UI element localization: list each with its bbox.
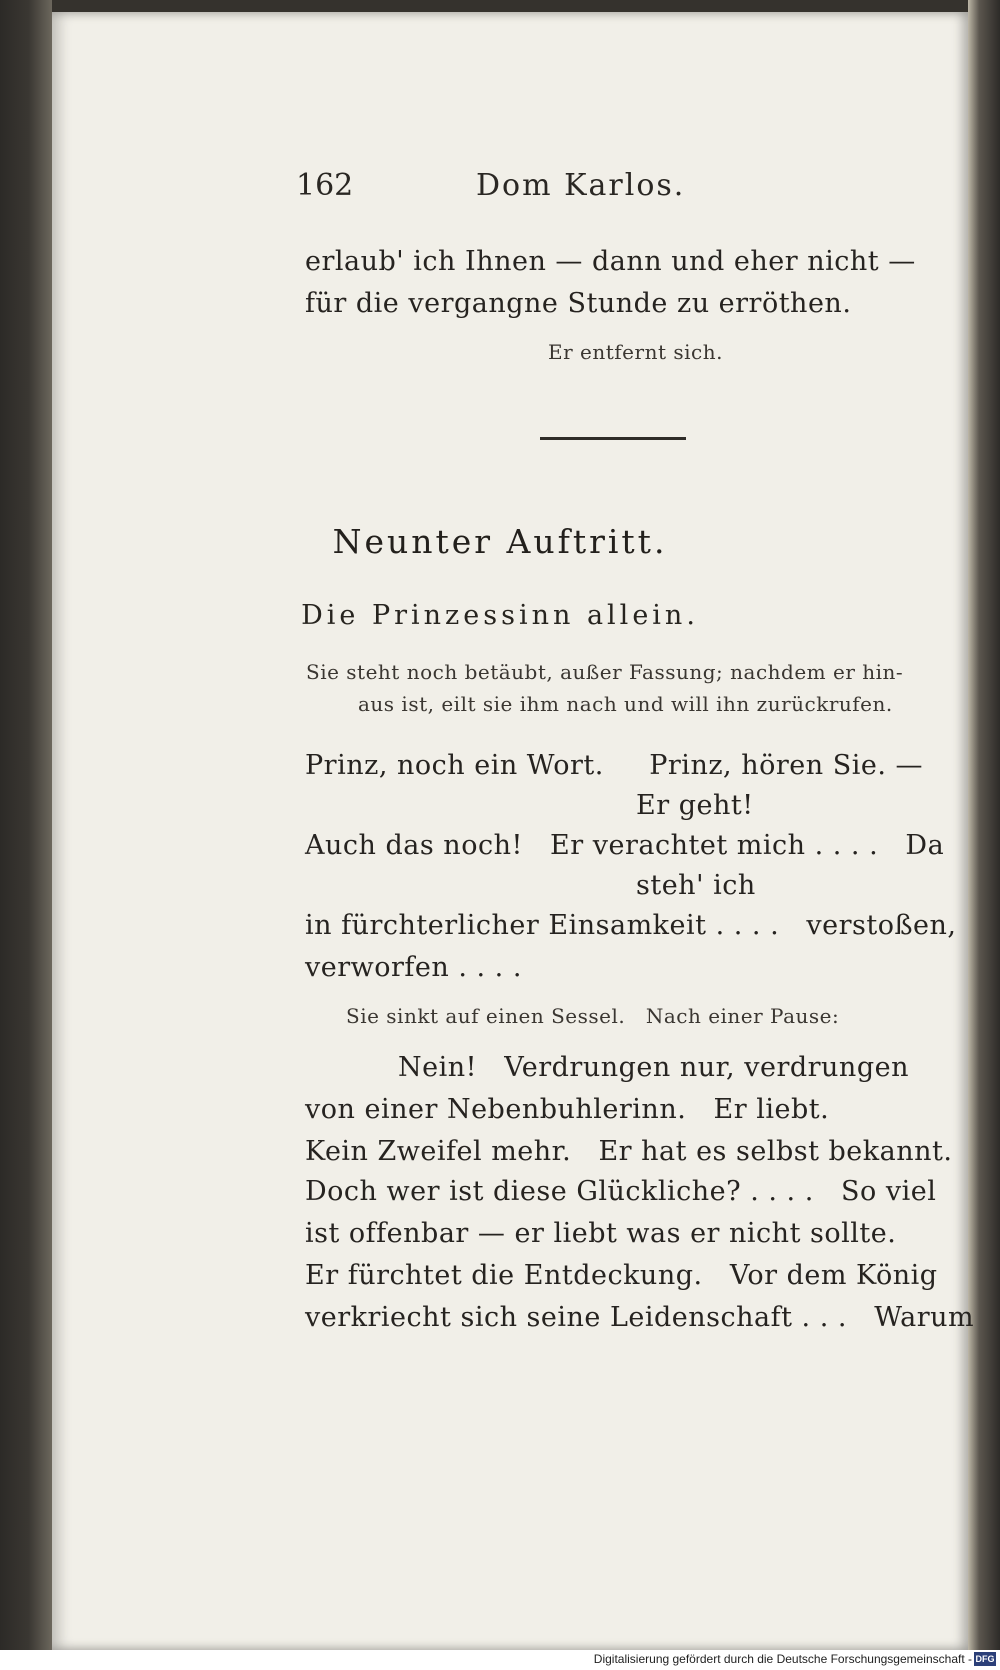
book-edge-right bbox=[968, 0, 1000, 1650]
verse-line: Kein Zweifel mehr. Er hat es selbst bekannt. bbox=[305, 1136, 953, 1167]
dfg-logo: DFG bbox=[975, 1654, 995, 1664]
verse-line: Doch wer ist diese Glückliche? . . . . So viel bbox=[305, 1176, 937, 1207]
verse-line: Auch das noch! Er verachtet mich . . . . Da bbox=[305, 830, 945, 861]
verse-line: von einer Nebenbuhlerinn. Er liebt. bbox=[305, 1094, 830, 1125]
scene-divider-rule bbox=[540, 437, 686, 440]
scan-top-edge bbox=[0, 0, 1000, 12]
stage-direction: Sie steht noch betäubt, außer Fassung; nachdem er hin- bbox=[306, 660, 904, 684]
verse-line: ist offenbar — er liebt was er nicht sollte. bbox=[305, 1218, 897, 1249]
page-number: 162 bbox=[296, 168, 354, 203]
scene-characters: Die Prinzessinn allein. bbox=[301, 600, 699, 631]
verse-line: in fürchterlicher Einsamkeit . . . . verstoßen, bbox=[305, 910, 957, 941]
text-line: für die vergangne Stunde zu erröthen. bbox=[305, 288, 852, 319]
stage-direction: aus ist, eilt sie ihm nach und will ihn zurückrufen. bbox=[358, 692, 893, 716]
text-line: erlaub' ich Ihnen — dann und eher nicht — bbox=[305, 246, 916, 277]
verse-line-continued: Er geht! bbox=[636, 790, 754, 821]
running-title: Dom Karlos. bbox=[476, 168, 686, 203]
verse-line: verkriecht sich seine Leidenschaft . . . Warum bbox=[305, 1302, 975, 1333]
footer-credit: Digitalisierung gefördert durch die Deutsche Forschungsgemeinschaft - bbox=[593, 1652, 972, 1666]
book-spine-left bbox=[0, 0, 52, 1650]
stage-direction-exit: Er entfernt sich. bbox=[548, 340, 723, 364]
page-header bbox=[296, 168, 716, 210]
verse-line: verworfen . . . . bbox=[305, 952, 522, 983]
verse-line: Prinz, noch ein Wort. Prinz, hören Sie. — bbox=[305, 750, 924, 781]
verse-line: Er fürchtet die Entdeckung. Vor dem König bbox=[305, 1260, 938, 1291]
verse-line-continued: steh' ich bbox=[636, 870, 756, 901]
verse-line: Nein! Verdrungen nur, verdrungen bbox=[398, 1052, 909, 1083]
scene-title: Neunter Auftritt. bbox=[332, 522, 668, 561]
stage-direction-sink: Sie sinkt auf einen Sessel. Nach einer Pause: bbox=[346, 1004, 840, 1028]
